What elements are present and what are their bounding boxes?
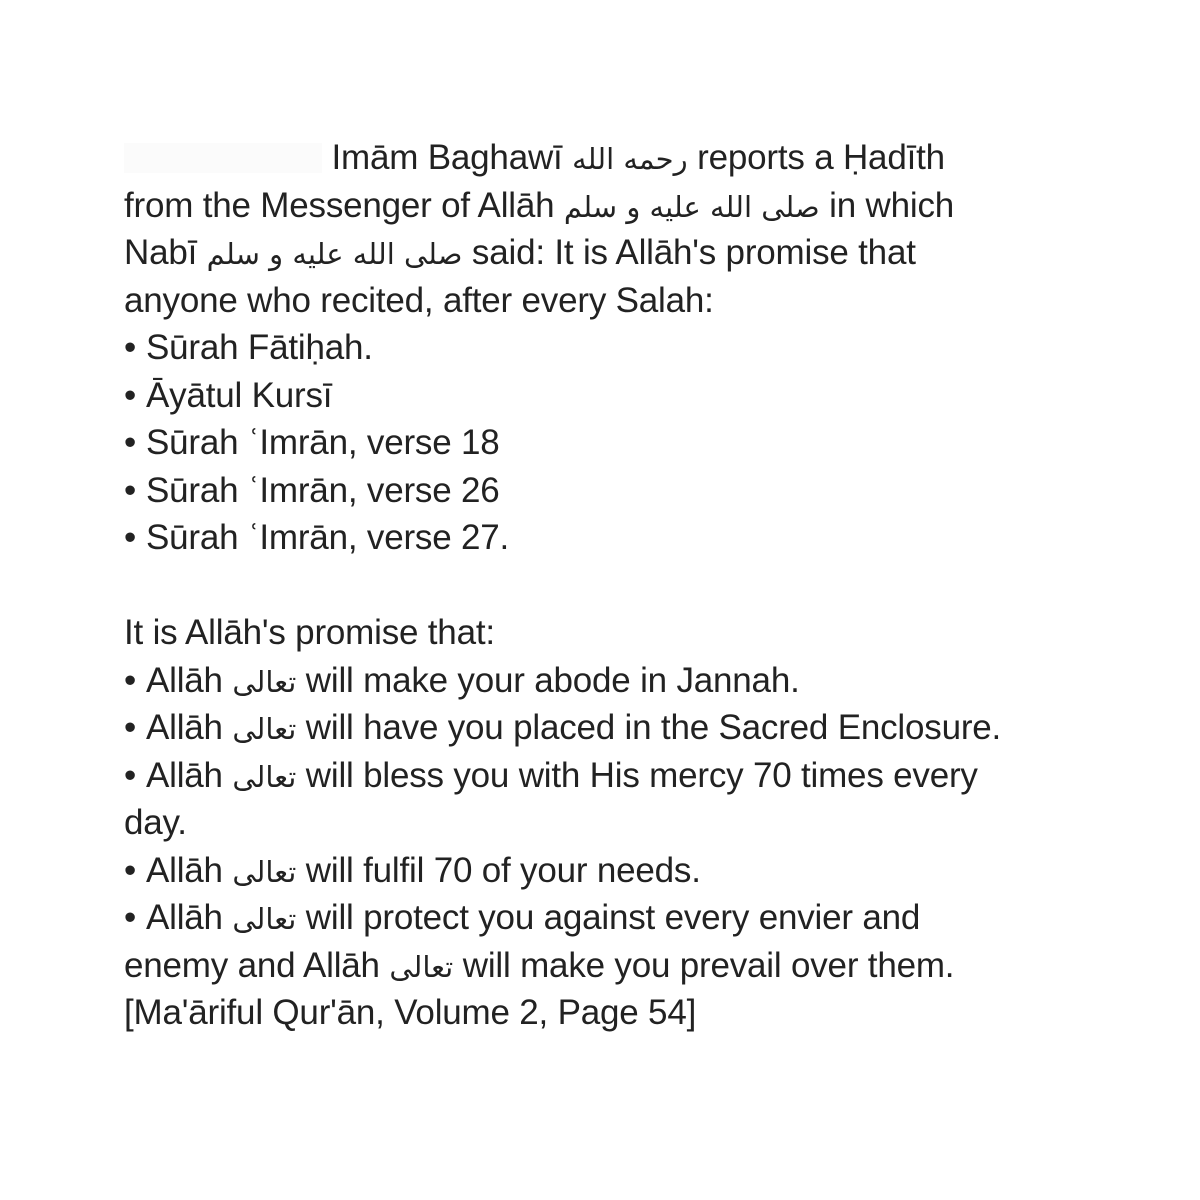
list-item-continuation (124, 942, 1164, 990)
redacted-area (124, 143, 322, 173)
list-item-recitation (124, 419, 1164, 467)
text-span: reports a Ḥadīth (697, 138, 945, 177)
list-item-recitation (124, 324, 1164, 372)
text-span: Allāh (146, 898, 223, 937)
list-item-promise (124, 752, 1164, 800)
arabic-text: تعالى (389, 949, 454, 984)
list-item-recitation (124, 467, 1164, 515)
bullet-icon: • (124, 518, 137, 557)
text-span: Allāh (146, 850, 223, 890)
list-item-text: Sūrah ʿImrān, verse 18 (146, 423, 500, 462)
bullet-icon: • (124, 660, 137, 700)
paragraph2-intro (124, 609, 1164, 657)
text-span: anyone who recited, after every Salah: (124, 280, 714, 320)
arabic-text: تعالى (232, 712, 297, 746)
arabic-text: تعالى (232, 854, 297, 889)
bullet-icon: • (124, 850, 137, 890)
text-span: Imām Baghawī (331, 138, 563, 177)
arabic-text: صلى الله عليه و سلم (563, 189, 820, 224)
list-item-promise (124, 657, 1164, 705)
arabic-text: تعالى (232, 902, 297, 936)
list-item-text: Sūrah ʿImrān, verse 26 (146, 470, 500, 510)
paragraph1-line1 (124, 134, 1164, 182)
list-item-text: Āyātul Kursī (146, 375, 333, 415)
paragraph1-line3 (124, 229, 1164, 277)
bullet-icon: • (124, 755, 137, 795)
arabic-text: تعالى (232, 759, 297, 794)
paragraph1-line2 (124, 182, 1164, 230)
bullet-icon: • (124, 423, 137, 462)
arabic-text: تعالى (232, 664, 297, 699)
text-span: Allāh (146, 660, 223, 700)
list-item-continuation (124, 799, 1164, 847)
bullet-icon: • (124, 375, 137, 415)
list-item-text: Sūrah Fātiḥah. (146, 328, 373, 367)
citation (124, 989, 1164, 1037)
text-span: will make you prevail over them. (462, 945, 955, 985)
text-span: Allāh (146, 708, 223, 747)
text-span: enemy and (124, 945, 296, 985)
bullet-icon: • (124, 328, 137, 367)
text-span: It is Allāh's promise that: (124, 613, 495, 652)
citation-text: [Ma'āriful Qur'ān, Volume 2, Page 54] (124, 993, 697, 1032)
text-span: Nabī (124, 233, 198, 272)
list-item-promise (124, 704, 1164, 752)
bullet-icon: • (124, 470, 137, 510)
bullet-icon: • (124, 898, 137, 937)
text-span: said: It is Allāh's promise that (471, 233, 916, 272)
list-item-recitation (124, 514, 1164, 562)
list-item-recitation (124, 372, 1164, 420)
text-span: Allāh (302, 945, 380, 985)
text-span: Allāh (146, 755, 223, 795)
list-item-promise (124, 894, 1164, 942)
bullet-icon: • (124, 708, 137, 747)
arabic-text: صلى الله عليه و سلم (206, 237, 463, 271)
paragraph1-line4 (124, 277, 1164, 325)
list-item-text: Sūrah ʿImrān, verse 27. (146, 518, 510, 557)
text-span: from the Messenger of Allāh (124, 185, 555, 225)
text-span: will make your abode in Jannah. (305, 660, 800, 700)
text-span: will fulfil 70 of your needs. (305, 850, 701, 890)
text-span: in which (829, 185, 955, 225)
text-span: will protect you against every envier and (305, 898, 921, 937)
hadith-text (124, 134, 1164, 1037)
list-item-promise (124, 847, 1164, 895)
arabic-text: رحمه الله (572, 142, 688, 176)
paragraph-spacer (124, 562, 1164, 610)
text-span: day. (124, 803, 187, 842)
text-span: will bless you with His mercy 70 times every (305, 755, 978, 795)
text-span: will have you placed in the Sacred Enclosure. (305, 708, 1002, 747)
